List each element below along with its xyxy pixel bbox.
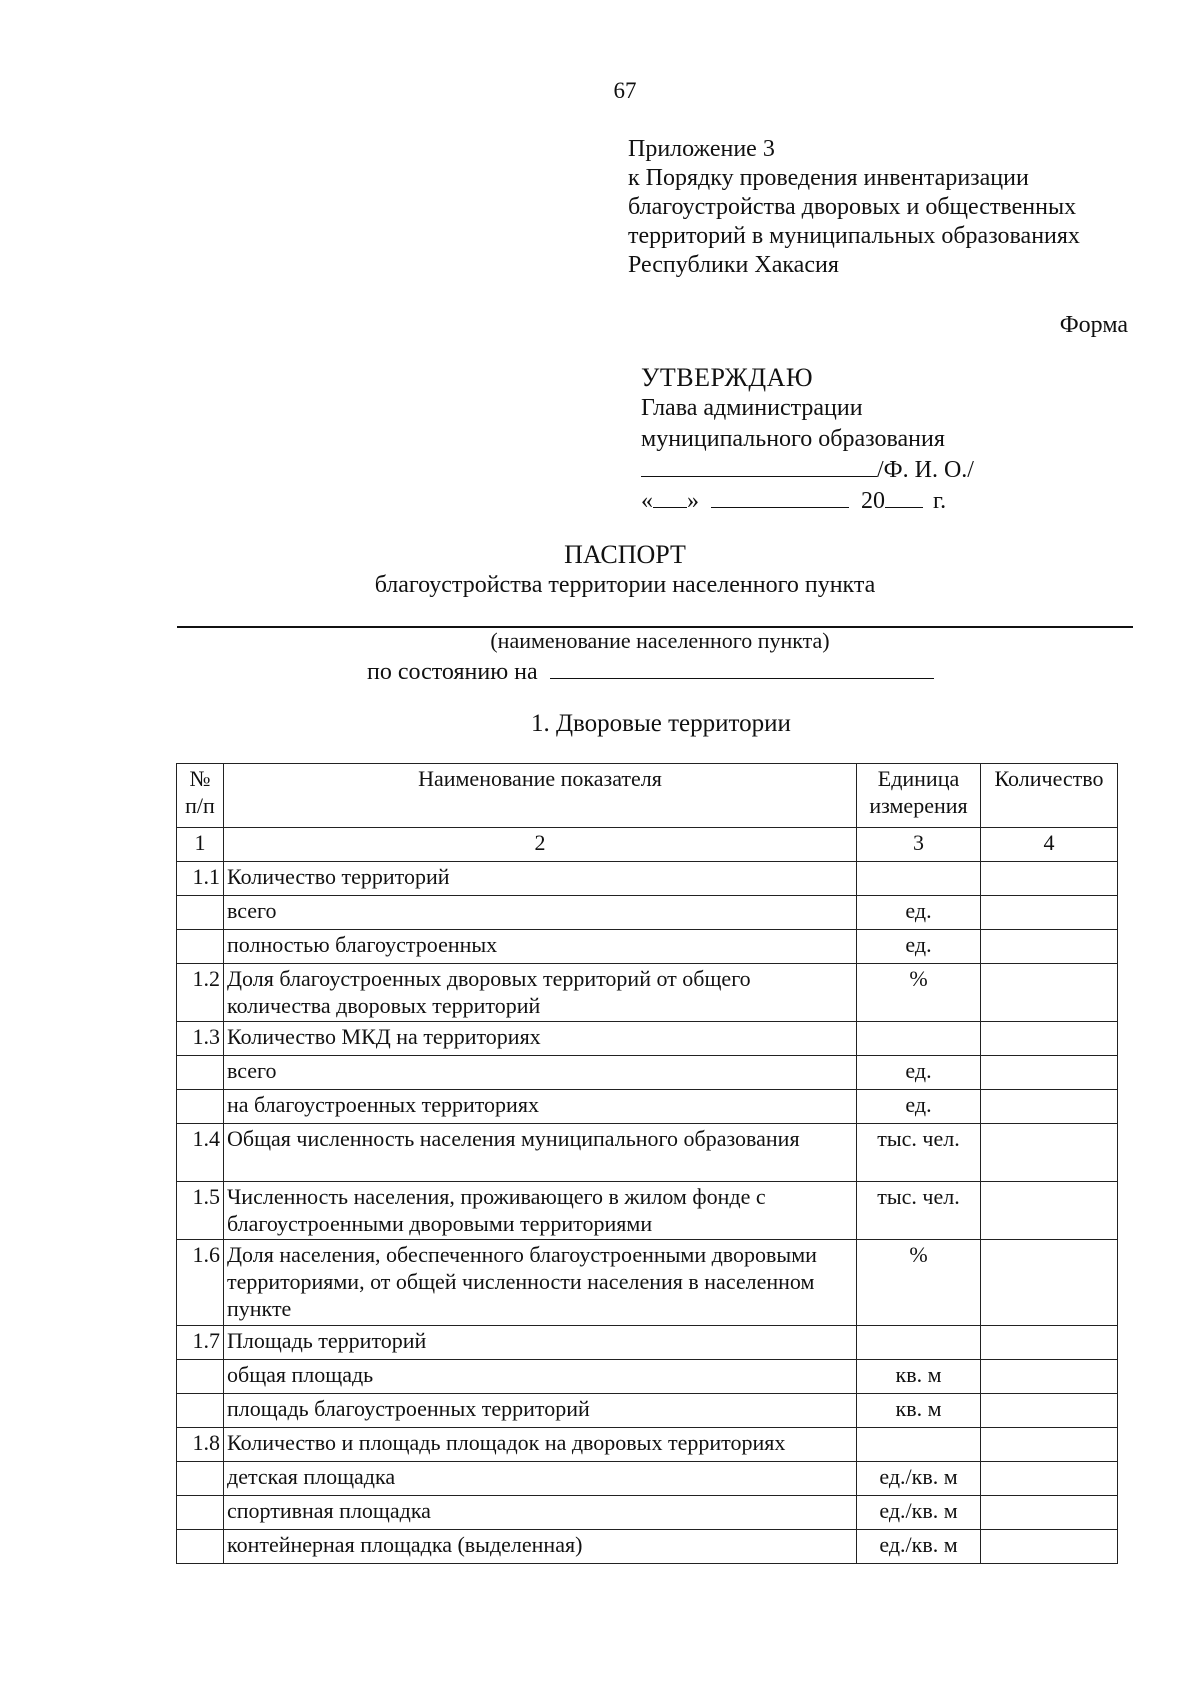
row-quantity-cell[interactable] xyxy=(981,862,1118,896)
settlement-name-caption: (наименование населенного пункта) xyxy=(490,628,830,653)
row-quantity-cell[interactable] xyxy=(981,1428,1118,1462)
row-quantity-cell[interactable] xyxy=(981,1326,1118,1360)
row-num: 1.7 xyxy=(177,1326,224,1360)
row-unit xyxy=(857,1022,981,1056)
indicators-table xyxy=(176,763,1118,1564)
row-quantity-cell[interactable] xyxy=(981,1090,1118,1124)
table-row xyxy=(177,1022,1118,1056)
row-num: 1.8 xyxy=(177,1428,224,1462)
date-line xyxy=(641,486,974,517)
table-row xyxy=(177,1428,1118,1462)
index-cell: 3 xyxy=(857,828,981,862)
index-cell: 4 xyxy=(981,828,1118,862)
as-of-date-blank[interactable] xyxy=(550,658,934,679)
row-indicator: общая площадь xyxy=(224,1360,857,1394)
row-quantity-cell[interactable] xyxy=(981,1496,1118,1530)
table-row xyxy=(177,862,1118,896)
fio-label: /Ф. И. О./ xyxy=(877,457,974,483)
header-name: Наименование показателя xyxy=(224,764,857,828)
approval-line: муниципального образования xyxy=(641,426,945,452)
row-quantity-cell[interactable] xyxy=(981,1360,1118,1394)
row-indicator: Общая численность населения муниципального образования xyxy=(224,1124,857,1182)
as-of-line xyxy=(367,658,934,686)
row-unit: тыс. чел. xyxy=(857,1182,981,1240)
table-row xyxy=(177,1182,1118,1240)
row-unit: ед./кв. м xyxy=(857,1462,981,1496)
appendix-line: благоустройства дворовых и общественных xyxy=(628,194,1077,220)
row-indicator: полностью благоустроенных xyxy=(224,930,857,964)
row-indicator: Количество МКД на территориях xyxy=(224,1022,857,1056)
row-quantity-cell[interactable] xyxy=(981,896,1118,930)
table-row xyxy=(177,1090,1118,1124)
appendix-line: Приложение 3 xyxy=(628,136,775,162)
row-num xyxy=(177,1056,224,1090)
row-indicator: детская площадка xyxy=(224,1462,857,1496)
day-blank[interactable] xyxy=(653,487,687,508)
row-indicator: Количество территорий xyxy=(224,862,857,896)
as-of-label: по состоянию на xyxy=(367,659,538,685)
row-num: 1.5 xyxy=(177,1182,224,1240)
row-quantity-cell[interactable] xyxy=(981,964,1118,1022)
table-row xyxy=(177,1394,1118,1428)
row-unit xyxy=(857,1326,981,1360)
table-row xyxy=(177,1496,1118,1530)
row-unit xyxy=(857,862,981,896)
row-indicator: контейнерная площадка (выделенная) xyxy=(224,1530,857,1564)
row-quantity-cell[interactable] xyxy=(981,1182,1118,1240)
table-row xyxy=(177,1056,1118,1090)
row-quantity-cell[interactable] xyxy=(981,1394,1118,1428)
year-suffix: г. xyxy=(933,488,947,514)
row-num: 1.4 xyxy=(177,1124,224,1182)
row-quantity-cell[interactable] xyxy=(981,1530,1118,1564)
table-row xyxy=(177,930,1118,964)
row-num xyxy=(177,1530,224,1564)
table-row xyxy=(177,1530,1118,1564)
row-num: 1.3 xyxy=(177,1022,224,1056)
row-num xyxy=(177,896,224,930)
row-unit: тыс. чел. xyxy=(857,1124,981,1182)
row-indicator: спортивная площадка xyxy=(224,1496,857,1530)
row-quantity-cell[interactable] xyxy=(981,1022,1118,1056)
row-indicator: Количество и площадь площадок на дворовых территориях xyxy=(224,1428,857,1462)
row-indicator: площадь благоустроенных территорий xyxy=(224,1394,857,1428)
approval-block xyxy=(641,362,974,517)
row-quantity-cell[interactable] xyxy=(981,1240,1118,1326)
passport-subtitle: благоустройства территории населенного пункта xyxy=(374,572,876,598)
row-num: 1.2 xyxy=(177,964,224,1022)
row-indicator: всего xyxy=(224,896,857,930)
section-title: 1. Дворовые территории xyxy=(531,710,791,737)
table-row xyxy=(177,896,1118,930)
row-indicator: Численность населения, проживающего в жилом фонде с благоустроенными дворовыми территориями xyxy=(224,1182,857,1240)
row-unit: кв. м xyxy=(857,1394,981,1428)
appendix-line: территорий в муниципальных образованиях xyxy=(628,223,1080,249)
row-num: 1.6 xyxy=(177,1240,224,1326)
approval-title: УТВЕРЖДАЮ xyxy=(641,363,814,392)
row-unit: ед. xyxy=(857,930,981,964)
form-label: Форма xyxy=(1059,312,1128,338)
row-unit: ед./кв. м xyxy=(857,1496,981,1530)
page-number: 67 xyxy=(613,78,637,103)
row-num xyxy=(177,930,224,964)
signature-line xyxy=(641,455,974,486)
table-row xyxy=(177,1326,1118,1360)
row-unit: ед./кв. м xyxy=(857,1530,981,1564)
table-row xyxy=(177,1240,1118,1326)
row-indicator: на благоустроенных территориях xyxy=(224,1090,857,1124)
table-index-row xyxy=(177,828,1118,862)
approval-line: Глава администрации xyxy=(641,395,863,421)
header-qty: Количество xyxy=(981,764,1118,828)
year-blank[interactable] xyxy=(885,487,923,508)
table-row xyxy=(177,1360,1118,1394)
row-indicator: Доля благоустроенных дворовых территорий от общего количества дворовых территорий xyxy=(224,964,857,1022)
row-num xyxy=(177,1462,224,1496)
row-num xyxy=(177,1394,224,1428)
row-unit: ед. xyxy=(857,896,981,930)
header-num: № п/п xyxy=(177,764,224,828)
index-cell: 1 xyxy=(177,828,224,862)
row-quantity-cell[interactable] xyxy=(981,1056,1118,1090)
row-num xyxy=(177,1360,224,1394)
row-unit: ед. xyxy=(857,1056,981,1090)
year-prefix: 20 xyxy=(861,488,885,514)
signature-blank[interactable] xyxy=(641,456,877,477)
row-unit: % xyxy=(857,964,981,1022)
appendix-line: Республики Хакасия xyxy=(628,252,839,278)
row-num xyxy=(177,1090,224,1124)
row-quantity-cell[interactable] xyxy=(981,1462,1118,1496)
row-unit xyxy=(857,1428,981,1462)
row-unit: кв. м xyxy=(857,1360,981,1394)
month-blank[interactable] xyxy=(711,487,849,508)
row-quantity-cell[interactable] xyxy=(981,930,1118,964)
index-cell: 2 xyxy=(224,828,857,862)
table-row xyxy=(177,964,1118,1022)
quote-close: » xyxy=(687,488,699,514)
passport-title: ПАСПОРТ xyxy=(564,540,686,569)
table-header-row xyxy=(177,764,1118,828)
row-num: 1.1 xyxy=(177,862,224,896)
table-row xyxy=(177,1462,1118,1496)
row-unit: % xyxy=(857,1240,981,1326)
row-unit: ед. xyxy=(857,1090,981,1124)
header-unit: Единица измерения xyxy=(857,764,981,828)
quote-open: « xyxy=(641,488,653,514)
row-indicator: Площадь территорий xyxy=(224,1326,857,1360)
table-row xyxy=(177,1124,1118,1182)
row-indicator: Доля населения, обеспеченного благоустроенными дворовыми территориями, от общей численности населения в населенном пункте xyxy=(224,1240,857,1326)
row-quantity-cell[interactable] xyxy=(981,1124,1118,1182)
appendix-block xyxy=(628,135,1080,280)
row-num xyxy=(177,1496,224,1530)
row-indicator: всего xyxy=(224,1056,857,1090)
appendix-line: к Порядку проведения инвентаризации xyxy=(628,165,1029,191)
